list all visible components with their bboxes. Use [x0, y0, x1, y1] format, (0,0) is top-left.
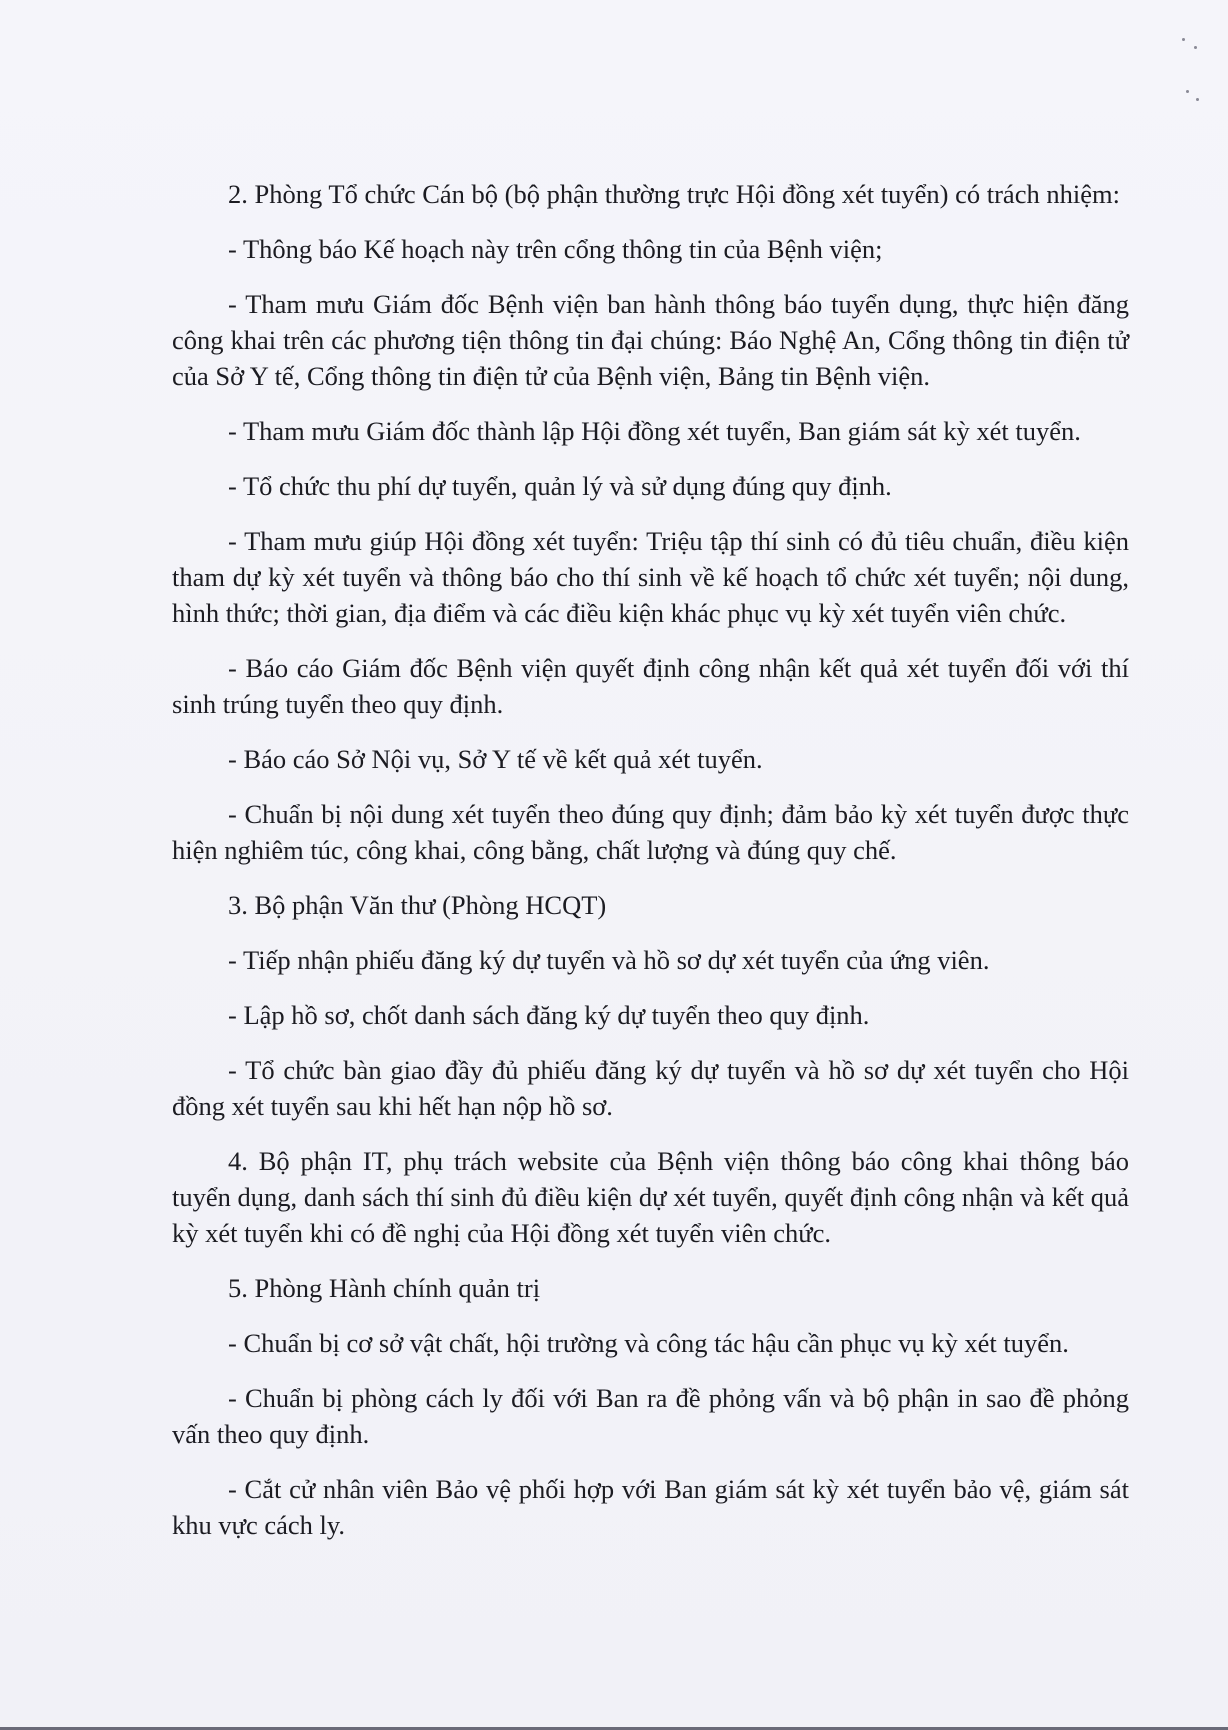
body-paragraph: - Tham mưu Giám đốc Bệnh viện ban hành thông báo tuyển dụng, thực hiện đăng công khai trên các phương tiện thông tin đại chúng: Báo Nghệ An, Cổng thông tin điện tử của Sở Y tế, Cổng thông tin điện tử của Bệnh viện, Bảng tin Bệnh viện.	[172, 289, 1129, 391]
scan-speck	[1182, 38, 1185, 41]
body-paragraph: - Thông báo Kế hoạch này trên cổng thông tin của Bệnh viện;	[228, 234, 883, 264]
body-paragraph: - Báo cáo Giám đốc Bệnh viện quyết định công nhận kết quả xét tuyển đối với thí sinh trúng tuyển theo quy định.	[172, 653, 1129, 719]
section-2-heading: 2. Phòng Tổ chức Cán bộ (bộ phận thường trực Hội đồng xét tuyển) có trách nhiệm:	[228, 179, 1120, 209]
body-paragraph: - Báo cáo Sở Nội vụ, Sở Y tế về kết quả xét tuyển.	[228, 744, 763, 774]
body-paragraph: - Chuẩn bị cơ sở vật chất, hội trường và công tác hậu cần phục vụ kỳ xét tuyển.	[228, 1328, 1069, 1358]
body-paragraph: - Chuẩn bị nội dung xét tuyển theo đúng quy định; đảm bảo kỳ xét tuyển được thực hiện nghiêm túc, công khai, công bằng, chất lượng và đúng quy chế.	[172, 799, 1129, 865]
section-3-heading: 3. Bộ phận Văn thư (Phòng HCQT)	[228, 890, 607, 920]
body-paragraph: - Tiếp nhận phiếu đăng ký dự tuyển và hồ sơ dự xét tuyển của ứng viên.	[228, 945, 990, 975]
body-paragraph: - Cắt cử nhân viên Bảo vệ phối hợp với Ban giám sát kỳ xét tuyển bảo vệ, giám sát khu vực cách ly.	[172, 1474, 1129, 1540]
body-paragraph: - Tham mưu giúp Hội đồng xét tuyển: Triệu tập thí sinh có đủ tiêu chuẩn, điều kiện tham dự kỳ xét tuyển và thông báo cho thí sinh về kế hoạch tổ chức xét tuyển; nội dung, hình thức; thời gian, địa điểm và các điều kiện khác phục vụ kỳ xét tuyển viên chức.	[172, 526, 1129, 628]
scan-speck	[1196, 98, 1199, 101]
body-paragraph: - Lập hồ sơ, chốt danh sách đăng ký dự tuyển theo quy định.	[228, 1000, 870, 1030]
scan-speck	[1186, 90, 1189, 93]
body-paragraph: - Tổ chức bàn giao đầy đủ phiếu đăng ký dự tuyển và hồ sơ dự xét tuyển cho Hội đồng xét tuyển sau khi hết hạn nộp hồ sơ.	[172, 1055, 1129, 1121]
section-4-paragraph: 4. Bộ phận IT, phụ trách website của Bệnh viện thông báo công khai thông báo tuyển dụng, danh sách thí sinh đủ điều kiện dự xét tuyển, quyết định công nhận và kết quả kỳ xét tuyển khi có đề nghị của Hội đồng xét tuyển viên chức.	[172, 1146, 1129, 1248]
document-body	[172, 176, 1129, 1562]
body-paragraph: - Tham mưu Giám đốc thành lập Hội đồng xét tuyển, Ban giám sát kỳ xét tuyển.	[228, 416, 1081, 446]
scan-speck	[1194, 46, 1197, 49]
section-5-heading: 5. Phòng Hành chính quản trị	[228, 1273, 541, 1303]
body-paragraph: - Tổ chức thu phí dự tuyển, quản lý và sử dụng đúng quy định.	[228, 471, 892, 501]
body-paragraph: - Chuẩn bị phòng cách ly đối với Ban ra đề phỏng vấn và bộ phận in sao đề phỏng vấn theo quy định.	[172, 1383, 1129, 1449]
